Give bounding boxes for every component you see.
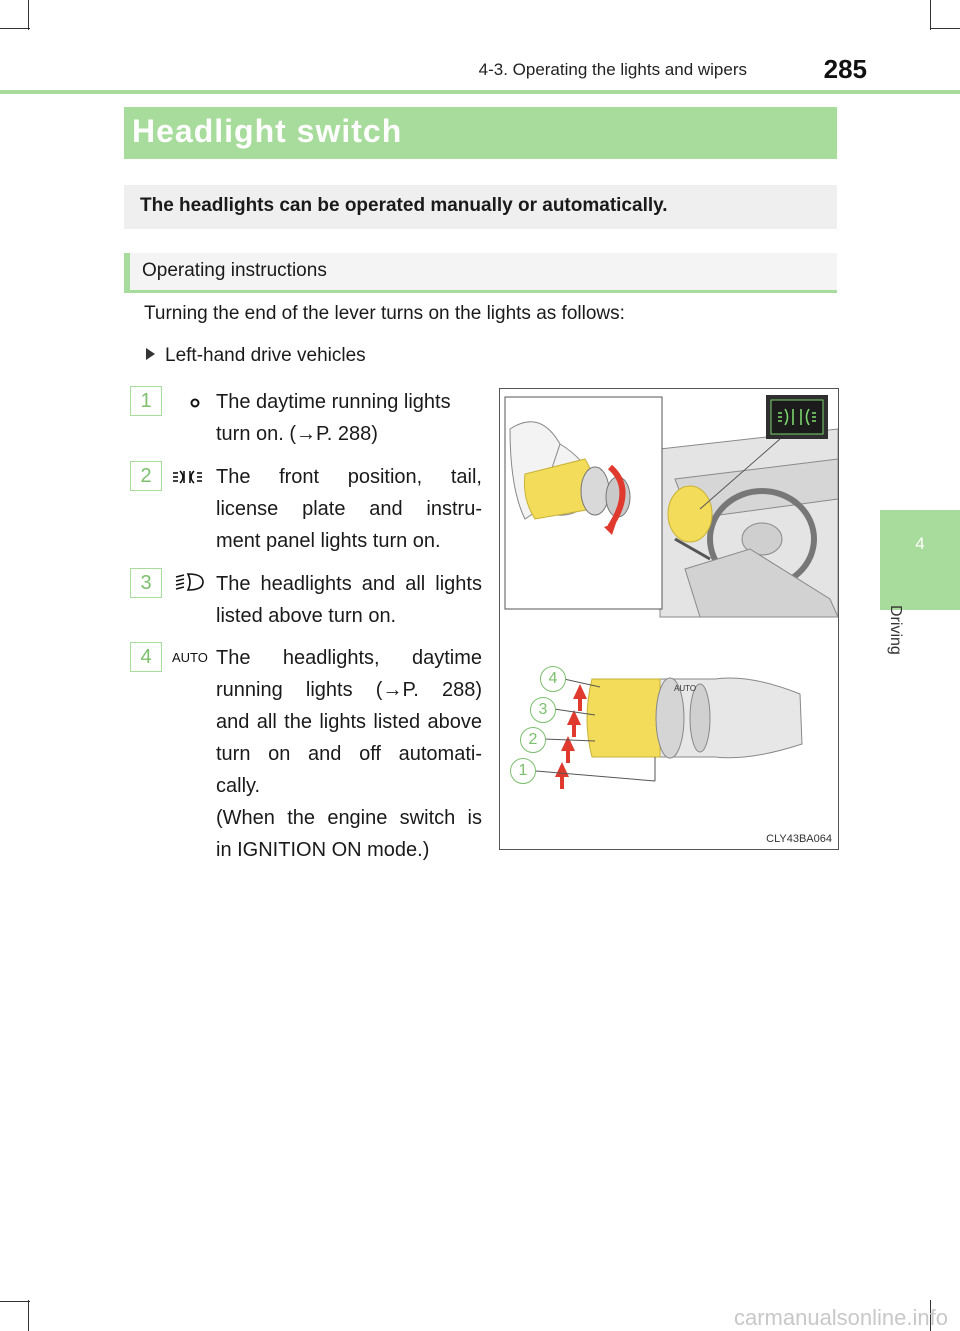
crop-mark bbox=[0, 1301, 30, 1302]
chapter-number: 4 bbox=[915, 534, 925, 553]
intro-text: The headlights can be operated manually or automatically. bbox=[140, 195, 668, 216]
watermark: carmanualsonline.info bbox=[733, 1305, 948, 1330]
crop-mark bbox=[930, 28, 960, 29]
desc-line: The headlights and all lights bbox=[216, 573, 482, 595]
position-light-icon bbox=[170, 461, 210, 489]
item-number: 4 bbox=[130, 642, 162, 672]
figure-code: CLY43BA064 bbox=[766, 833, 832, 845]
figure-illustration bbox=[500, 389, 838, 849]
crop-mark bbox=[930, 0, 931, 30]
item-number: 3 bbox=[130, 568, 162, 598]
stalk bbox=[587, 678, 802, 758]
item-number: 2 bbox=[130, 461, 162, 491]
desc-line: (When the engine switch is bbox=[216, 807, 482, 829]
page-number: 285 bbox=[823, 54, 867, 84]
section-path: 4-3. Operating the lights and wipers bbox=[478, 60, 747, 79]
figure-callout: 3 bbox=[530, 697, 556, 723]
page-title-bar bbox=[124, 107, 837, 159]
desc-line: in IGNITION ON mode.) bbox=[216, 839, 430, 861]
desc-line: The front position, tail, bbox=[216, 466, 482, 488]
item-number: 1 bbox=[130, 386, 162, 416]
figure-callout: 4 bbox=[540, 666, 566, 692]
triangle-bullet-icon bbox=[146, 348, 155, 360]
crop-mark bbox=[0, 28, 30, 29]
desc-line: The daytime running lights bbox=[216, 391, 451, 413]
desc-line: and all the lights listed above bbox=[216, 711, 482, 733]
page-title: Headlight switch bbox=[132, 113, 403, 149]
crop-mark bbox=[28, 0, 29, 30]
desc-line: turn on. (→P. 288) bbox=[216, 423, 378, 445]
intro-box bbox=[124, 185, 837, 229]
dashboard-scene bbox=[660, 429, 838, 617]
figure-callout: 2 bbox=[520, 727, 546, 753]
figure-callout: 1 bbox=[510, 758, 536, 784]
desc-line: ment panel lights turn on. bbox=[216, 530, 441, 552]
subheading: Operating instructions bbox=[142, 260, 327, 281]
subheading-bar bbox=[124, 253, 837, 293]
desc-line: cally. bbox=[216, 775, 261, 797]
chapter-label: Driving bbox=[887, 605, 904, 655]
chapter-tab bbox=[880, 510, 960, 610]
chapter-label-wrap bbox=[886, 605, 906, 675]
desc-line: The headlights, daytime bbox=[216, 647, 482, 669]
auto-icon-text: AUTO bbox=[172, 650, 208, 665]
daytime-running-light-icon bbox=[170, 386, 210, 414]
desc-line: license plate and instru- bbox=[216, 498, 482, 520]
auto-icon bbox=[170, 642, 210, 670]
bullet-item bbox=[146, 345, 366, 367]
headlight-lever-figure bbox=[499, 388, 839, 850]
stalk-auto-label: AUTO bbox=[674, 684, 697, 693]
item-description bbox=[216, 461, 482, 557]
headlight-icon bbox=[170, 568, 210, 596]
desc-line: turn on and off automati- bbox=[216, 743, 482, 765]
header-rule bbox=[0, 90, 960, 94]
subheading-accent bbox=[124, 253, 130, 293]
item-description bbox=[216, 642, 482, 866]
desc-line: running lights (→P. 288) bbox=[216, 679, 482, 701]
crop-mark bbox=[28, 1300, 29, 1331]
bullet-text: Left-hand drive vehicles bbox=[165, 345, 366, 366]
desc-line: listed above turn on. bbox=[216, 605, 397, 627]
item-description bbox=[216, 568, 482, 632]
lead-text: Turning the end of the lever turns on the lights as follows: bbox=[144, 303, 625, 324]
item-description bbox=[216, 386, 482, 450]
